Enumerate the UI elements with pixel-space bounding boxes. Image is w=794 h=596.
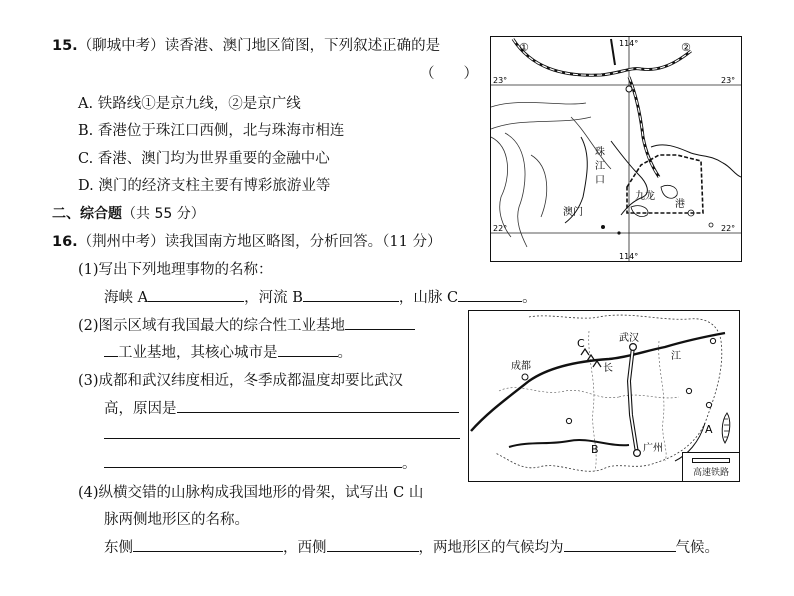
mouth-label: 口: [595, 175, 605, 186]
strait-a-label: 海峡 A: [104, 290, 149, 306]
q16-sub4-line3: [104, 536, 719, 557]
q16-sub3-line1: (3)成都和武汉纬度相近，冬季成都温度却要比武汉: [78, 373, 404, 389]
kowloon-label: 九龙: [635, 191, 655, 202]
city-dot-1: [710, 338, 715, 343]
river-label: 江: [595, 161, 605, 172]
city-dot-2: [686, 388, 691, 393]
q15-answer-bracket[interactable]: （ ）: [420, 66, 478, 82]
rail-spur: [611, 39, 615, 65]
mountain-c-label: ，山脉 C: [398, 290, 459, 306]
section2-title: 二、综合题: [52, 206, 122, 222]
coast-east: [651, 145, 741, 177]
lat-23-left-label: 23°: [493, 76, 508, 85]
island-1: [661, 185, 677, 198]
lat-23-right-label: 23°: [721, 76, 736, 85]
city-dot: [626, 86, 632, 92]
river-line-3: [491, 137, 511, 237]
q15-option-b[interactable]: B. 香港位于珠江口西侧，北与珠海市相连: [78, 123, 345, 139]
core-city-blank[interactable]: [278, 342, 338, 357]
pearl-label: 珠: [595, 147, 605, 158]
q15-option-a[interactable]: A. 铁路线①是京九线，②是京广线: [78, 96, 301, 112]
reason-blank-1[interactable]: [177, 398, 459, 413]
yangtze-river: [471, 333, 725, 431]
railway-2-label: ②: [681, 41, 691, 54]
wuhan-label: 武汉: [619, 333, 639, 344]
climate-end: 气候。: [675, 540, 719, 556]
label-b: B: [591, 443, 599, 456]
river-line-5: [531, 155, 547, 217]
railway-1-label: ①: [519, 41, 529, 54]
q15-source: （聊城中考）: [77, 38, 165, 54]
q16-line1: [52, 230, 442, 251]
q16-sub2-line2: [104, 341, 352, 362]
island-lantau: [631, 206, 648, 217]
q15-option-c[interactable]: C. 香港、澳门均为世界重要的金融中心: [78, 151, 330, 167]
q16-sub1: (1)写出下列地理事物的名称：: [78, 262, 273, 278]
island-3: [601, 225, 605, 229]
legend-hsr-symbol: [692, 458, 730, 463]
guangzhou-label: 广州: [643, 443, 663, 454]
q16-source: （荆州中考）: [77, 234, 165, 250]
q16-stem: 读我国南方地区略图，分析回答。（11 分）: [164, 234, 442, 250]
taiwan-island: [722, 413, 730, 443]
railway-1: [513, 39, 691, 75]
river-b: [509, 440, 629, 447]
map-legend: [682, 452, 739, 481]
river-line-6: [571, 117, 611, 169]
guangzhou-dot: [634, 450, 641, 457]
sub2-text2: 工业基地，其核心城市是: [118, 345, 278, 361]
mountain-c-blank[interactable]: [458, 287, 522, 302]
island-4: [617, 231, 620, 234]
q16-sub1-answers: [104, 286, 537, 307]
hk-boundary: [627, 155, 703, 213]
label-c: C: [577, 337, 585, 350]
yangtze-label-chang: 长: [603, 363, 613, 374]
reason-blank-3[interactable]: [104, 453, 402, 468]
yangtze-label-jiang: 江: [671, 351, 681, 362]
hk-label: 港: [675, 199, 685, 210]
climate-label: ，两地形区的气候均为: [418, 540, 564, 556]
q15-number: 15.: [52, 38, 78, 54]
hk-macau-map: [490, 36, 742, 262]
hk-macau-map-svg: [491, 37, 741, 261]
railway-2-outline: [629, 77, 659, 177]
west-label: ，西侧: [283, 540, 327, 556]
city-dot-3: [566, 418, 571, 423]
lat-22-left-label: 22°: [493, 224, 508, 233]
river-line-4: [505, 133, 527, 247]
q16-sub2-line1: [78, 314, 415, 335]
climate-blank[interactable]: [564, 537, 676, 552]
label-a: A: [705, 423, 713, 436]
west-blank[interactable]: [327, 537, 419, 552]
macau-label: 澳门: [563, 207, 583, 218]
q15-stem: 读香港、澳门地区简图，下列叙述正确的是: [164, 38, 441, 54]
q16-sub3-line2: [104, 397, 459, 418]
south-china-map: [468, 310, 740, 482]
q16-number: 16.: [52, 234, 78, 250]
chengdu-label: 成都: [511, 361, 531, 372]
q15-line1: [52, 34, 440, 55]
railway-1-outline: [513, 39, 691, 75]
legend-label: 高速铁路: [692, 468, 729, 478]
section2-heading: [52, 203, 205, 223]
sub2-end: 。: [337, 345, 352, 361]
sub3-text2: 高，原因是: [104, 401, 177, 417]
river-b-label: ，河流 B: [244, 290, 303, 306]
river-line-1: [491, 102, 586, 107]
q16-sub4-line1: (4)纵横交错的山脉构成我国地形的骨架，试写出 C 山: [78, 485, 424, 501]
wuhan-dot: [630, 344, 637, 351]
strait-a-blank[interactable]: [148, 287, 244, 302]
q15-option-d[interactable]: D. 澳门的经济支柱主要有博彩旅游业等: [78, 178, 331, 194]
lon-top-label: 114°: [619, 39, 639, 48]
city-dot-4: [706, 402, 711, 407]
lon-bottom-label: 114°: [619, 252, 639, 261]
industrial-base-blank-b[interactable]: [104, 342, 118, 357]
river-b-blank[interactable]: [303, 287, 399, 302]
east-blank[interactable]: [133, 537, 283, 552]
q16-sub4-line2: 脉两侧地形区的名称。: [104, 512, 249, 528]
q16-sub3-line4: [104, 452, 417, 473]
section2-points: （共 55 分）: [122, 206, 205, 222]
reason-blank-2[interactable]: [104, 438, 460, 439]
east-label: 东侧: [104, 540, 133, 556]
sub3-end: 。: [402, 456, 417, 472]
industrial-base-blank-a[interactable]: [345, 315, 415, 330]
sub2-text: (2)图示区域有我国最大的综合性工业基地: [78, 318, 346, 334]
lat-22-right-label: 22°: [721, 224, 736, 233]
sub1-end: 。: [522, 290, 537, 306]
island-5: [709, 223, 713, 227]
chengdu-dot: [522, 374, 528, 380]
